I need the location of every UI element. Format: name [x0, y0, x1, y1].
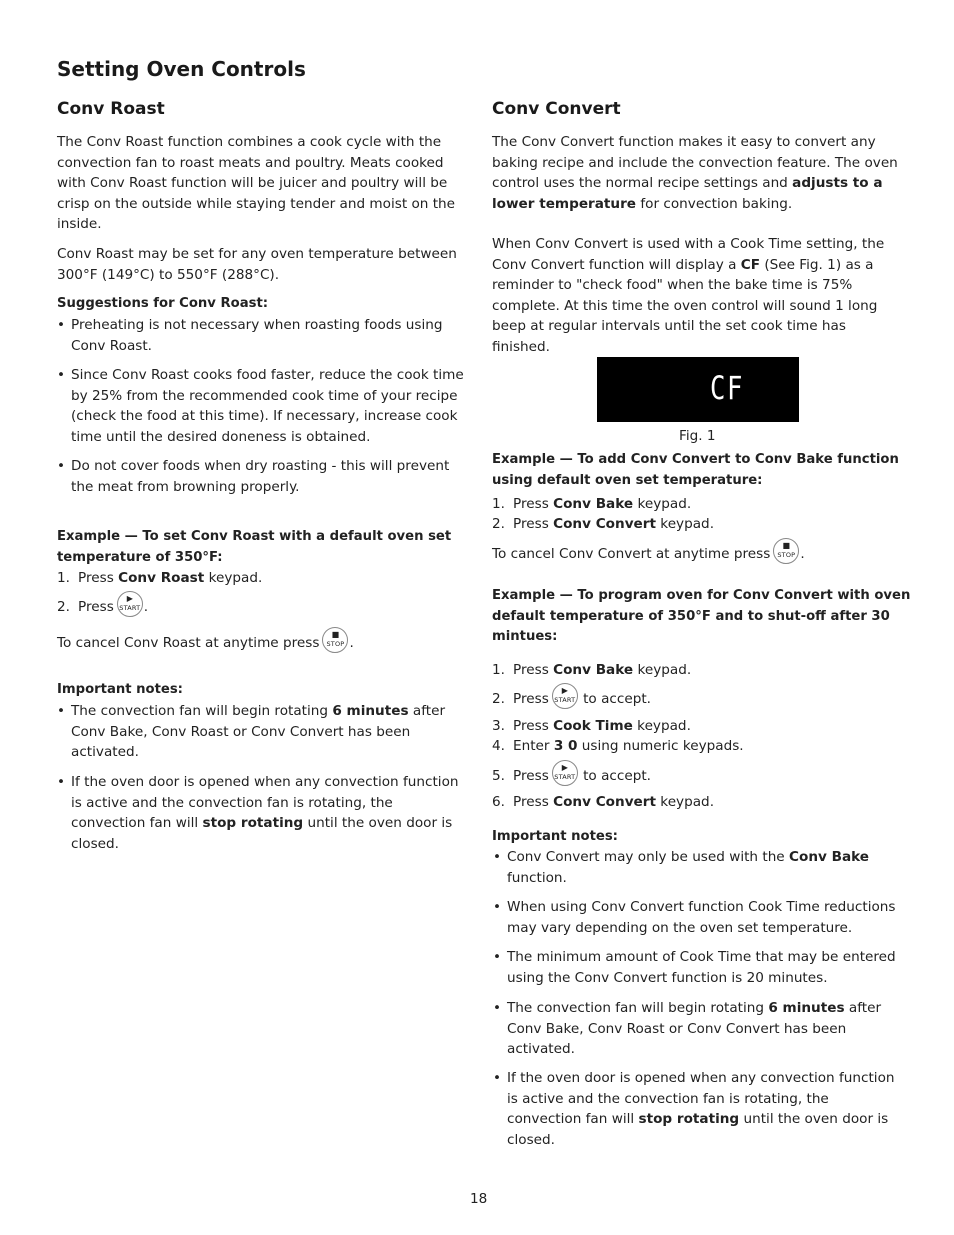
text-line — [71, 701, 445, 722]
text: after — [408, 703, 446, 719]
text-line: baking recipe and include the convection feature. The oven — [492, 154, 898, 171]
text: keypad. — [204, 570, 263, 586]
ex2-step-1 — [492, 660, 691, 681]
text-line: • Do not cover foods when dry roasting - this will prevent — [71, 458, 450, 474]
text: Press — [78, 570, 119, 586]
text-line: with Conv Roast function will be juicer and poultry will be — [57, 175, 448, 192]
note-item — [507, 998, 881, 1060]
text-line: Example — To add Conv Convert to Conv Bake function — [492, 452, 899, 467]
text-line — [492, 194, 898, 215]
note-item — [507, 1068, 895, 1150]
text-line — [507, 1109, 895, 1130]
text: Press — [513, 496, 554, 512]
text: Press — [513, 691, 549, 707]
display-readout: CF — [710, 369, 745, 407]
stop-square-icon: ■ — [331, 630, 340, 639]
note-item — [71, 701, 445, 763]
text-line: • Preheating is not necessary when roasting foods using — [71, 317, 443, 333]
play-icon: ▶ — [126, 594, 133, 603]
text-line — [492, 173, 898, 194]
text-line: closed. — [71, 835, 119, 852]
suggestion-item — [71, 365, 464, 447]
text-line: convection fan to roast meats and poultry. Meats cooked — [57, 154, 444, 171]
text-line: Example — To set Conv Roast with a default oven set — [57, 529, 452, 544]
text-line: function. — [507, 869, 567, 886]
text: adjusts to a — [792, 175, 883, 192]
conv-roast-step-1 — [57, 568, 262, 589]
ex2-step-6 — [492, 792, 714, 813]
text-line: (check the food at this time). If necessary, increase cook — [71, 408, 458, 425]
suggestion-item — [71, 456, 449, 497]
oven-display-figure — [597, 357, 799, 422]
text: Press — [513, 794, 554, 810]
text-line: • Since Conv Roast cooks food faster, reduce the cook time — [71, 367, 464, 383]
text: To cancel Conv Convert at anytime press — [492, 546, 771, 562]
step-number: 4. — [492, 738, 505, 754]
keypad-name: Conv Bake — [553, 496, 634, 512]
text-line: • When using Conv Convert function Cook Time reductions — [507, 899, 896, 915]
text: keypad. — [633, 662, 692, 678]
conv-roast-temp-range — [57, 244, 457, 285]
text-line: • If the oven door is opened when any convection function — [507, 1070, 895, 1086]
conv-convert-cooktime — [492, 234, 884, 358]
play-icon: ▶ — [561, 763, 568, 772]
ex2-step-4 — [492, 736, 744, 757]
conv-convert-intro — [492, 132, 898, 214]
text-line: reminder to "check food" when the bake time is 75% — [492, 277, 853, 294]
ex2-step-3 — [492, 716, 691, 737]
keypad-name: Conv Bake — [553, 662, 634, 678]
conv-convert-example-1-heading — [492, 450, 899, 491]
text: (See Fig. 1) as a — [760, 256, 874, 273]
text-line: complete. At this time the oven control will sound 1 long — [492, 297, 878, 314]
step-number: 2. — [492, 691, 505, 707]
text: keypad. — [655, 794, 715, 810]
page-title: Setting Oven Controls — [57, 57, 306, 81]
key-label: STOP — [777, 551, 796, 559]
conv-roast-step-2 — [57, 594, 149, 618]
text: after — [844, 1000, 882, 1016]
text-line — [71, 813, 459, 834]
text: . — [143, 599, 149, 615]
text: to accept. — [578, 691, 651, 707]
key-label: START — [119, 604, 141, 612]
text-line: When Conv Convert is used with a Cook Time setting, the — [492, 236, 885, 252]
text-line: finished. — [492, 338, 550, 355]
stop-square-icon: ■ — [782, 541, 791, 550]
step-number: 1. — [492, 496, 505, 512]
text-line: Conv Roast may be set for any oven temperature between — [57, 246, 457, 262]
left-notes-heading: Important notes: — [57, 682, 183, 697]
text: Press — [513, 516, 554, 532]
text: 6 minutes — [332, 703, 409, 719]
text-line — [507, 998, 881, 1019]
keypad-name: Conv Convert — [553, 794, 656, 810]
text: Press — [513, 718, 554, 734]
text-line: inside. — [57, 216, 102, 233]
start-key-icon — [552, 760, 578, 786]
step-number: 1. — [57, 570, 70, 586]
note-item — [507, 847, 869, 888]
text: until the oven door is — [303, 815, 453, 832]
text: keypad. — [655, 516, 715, 532]
text: Enter — [513, 738, 554, 754]
text: to accept. — [578, 768, 651, 784]
text-line: may vary depending on the oven set temperature. — [507, 919, 853, 936]
text: stop rotating — [638, 1111, 740, 1128]
text-line — [507, 847, 869, 868]
keypad-name: Cook Time — [553, 718, 633, 734]
stop-key-icon — [773, 538, 799, 564]
ex1-step-2 — [492, 514, 714, 535]
step-number: 3. — [492, 718, 505, 734]
text-line: The Conv Convert function makes it easy to convert any — [492, 134, 876, 150]
text: CF — [740, 256, 760, 273]
start-key-icon — [552, 683, 578, 709]
text-line: is active and the convection fan is rotating, the — [71, 794, 393, 811]
text-line: by 25% from the recommended cook time of your recipe — [71, 387, 458, 404]
conv-convert-cancel — [492, 541, 805, 565]
text: until the oven door is — [739, 1111, 889, 1128]
text-line: default temperature of 350°F and to shut-off after 30 — [492, 608, 890, 624]
keypad-name: Conv Convert — [553, 516, 656, 532]
text: Conv Convert function will display a — [492, 256, 741, 273]
text-line: the meat from browning properly. — [71, 478, 300, 495]
step-number: 5. — [492, 768, 505, 784]
text: Conv Bake — [789, 849, 870, 865]
text: keypad. — [632, 718, 691, 734]
text: convection fan will — [507, 1111, 639, 1128]
text-line — [492, 255, 884, 276]
text: Press — [78, 599, 114, 615]
text-line: crisp on the outside while staying tender and moist on the — [57, 195, 456, 212]
text-line: closed. — [507, 1131, 555, 1148]
suggestion-item — [71, 315, 443, 356]
text-line: temperature of 350°F: — [57, 549, 223, 565]
text: . — [800, 546, 805, 562]
text-line: time until the desired doneness is obtained. — [71, 428, 371, 445]
text: Conv Convert may only be used with the — [507, 849, 789, 865]
conv-roast-cancel — [57, 630, 354, 654]
key-label: START — [554, 696, 576, 704]
text-line: • If the oven door is opened when any convection function — [71, 774, 459, 790]
start-key-icon — [117, 591, 143, 617]
text-line: Example — To program oven for Conv Convert with oven — [492, 588, 911, 603]
step-number: 2. — [57, 599, 70, 615]
right-notes-heading: Important notes: — [492, 829, 618, 844]
suggestions-heading: Suggestions for Conv Roast: — [57, 296, 269, 311]
text: The convection fan will begin rotating — [71, 703, 333, 719]
note-item — [507, 897, 896, 938]
text-line: is active and the convection fan is rotating, the — [507, 1090, 829, 1107]
text: Press — [513, 768, 549, 784]
ex2-step-2 — [492, 686, 651, 710]
figure-caption: Fig. 1 — [679, 428, 716, 444]
text: for convection baking. — [636, 195, 793, 212]
conv-convert-example-2-heading — [492, 586, 910, 648]
text-line: 300°F (149°C) to 550°F (288°C). — [57, 266, 280, 283]
note-item — [507, 947, 896, 988]
text-line: using default oven set temperature: — [492, 472, 763, 488]
keypad-name: 3 0 — [553, 738, 578, 754]
text: using numeric keypads. — [577, 738, 744, 754]
text-line: using the Conv Convert function is 20 minutes. — [507, 969, 828, 986]
note-item — [71, 772, 459, 854]
step-number: 2. — [492, 516, 505, 532]
step-number: 1. — [492, 662, 505, 678]
text: To cancel Conv Roast at anytime press — [57, 635, 320, 651]
stop-key-icon — [322, 627, 348, 653]
text: 6 minutes — [768, 1000, 845, 1016]
text-line: • The minimum amount of Cook Time that may be entered — [507, 949, 896, 965]
conv-roast-intro — [57, 132, 455, 235]
text: The convection fan will begin rotating — [507, 1000, 769, 1016]
text: stop rotating — [202, 815, 304, 832]
page-number: 18 — [470, 1191, 488, 1207]
text-line: The Conv Roast function combines a cook cycle with the — [57, 134, 442, 150]
ex1-step-1 — [492, 494, 691, 515]
key-label: START — [554, 773, 576, 781]
text: . — [349, 635, 354, 651]
text-line: Conv Bake, Conv Roast or Conv Convert has been — [507, 1020, 847, 1037]
conv-roast-heading: Conv Roast — [57, 99, 165, 119]
text-line: Conv Roast. — [71, 337, 153, 354]
text-line: activated. — [507, 1041, 575, 1058]
step-number: 6. — [492, 794, 505, 810]
key-label: STOP — [326, 640, 345, 648]
text: Press — [513, 662, 554, 678]
ex2-step-5 — [492, 763, 651, 787]
text-line: beep at regular intervals until the set cook time has — [492, 318, 846, 335]
text-line: Conv Bake, Conv Roast or Conv Convert has been — [71, 723, 411, 740]
text-line: mintues: — [492, 629, 558, 645]
play-icon: ▶ — [561, 686, 568, 695]
text: lower temperature — [492, 195, 637, 212]
conv-roast-example-heading — [57, 527, 451, 568]
text-line: activated. — [71, 744, 139, 761]
conv-convert-heading: Conv Convert — [492, 99, 621, 119]
text: convection fan will — [71, 815, 203, 832]
text: control uses the normal recipe settings and — [492, 175, 793, 192]
keypad-name: Conv Roast — [118, 570, 205, 586]
text: keypad. — [633, 496, 692, 512]
